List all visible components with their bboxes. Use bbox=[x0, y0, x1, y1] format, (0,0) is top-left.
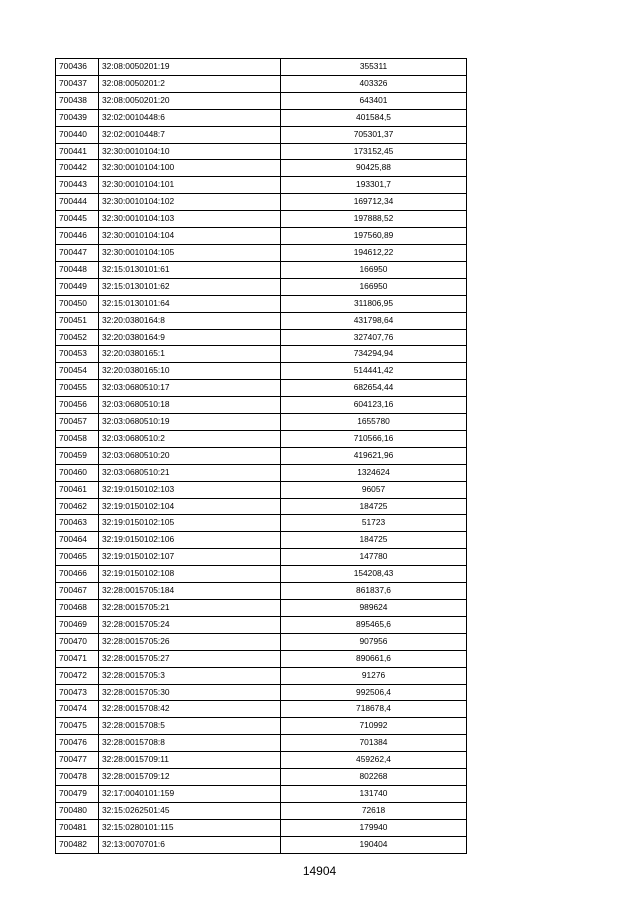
row-id-cell: 700477 bbox=[56, 752, 99, 769]
row-id-cell: 700460 bbox=[56, 464, 99, 481]
row-id-cell: 700475 bbox=[56, 718, 99, 735]
cadastral-number-cell: 32:28:0015705:184 bbox=[99, 583, 281, 600]
cadastral-number-cell: 32:13:0070701:6 bbox=[99, 836, 281, 853]
row-id-cell: 700443 bbox=[56, 177, 99, 194]
cadastral-value-cell: 992506,4 bbox=[281, 684, 467, 701]
table-row bbox=[56, 211, 467, 228]
row-id-cell: 700445 bbox=[56, 211, 99, 228]
cadastral-number-cell: 32:03:0680510:2 bbox=[99, 430, 281, 447]
row-id-cell: 700468 bbox=[56, 600, 99, 617]
table-row bbox=[56, 244, 467, 261]
cadastral-value-cell: 184725 bbox=[281, 532, 467, 549]
cadastral-value-cell: 1324624 bbox=[281, 464, 467, 481]
row-id-cell: 700453 bbox=[56, 346, 99, 363]
cadastral-value-cell: 179940 bbox=[281, 819, 467, 836]
cadastral-number-cell: 32:28:0015705:24 bbox=[99, 616, 281, 633]
table-row bbox=[56, 414, 467, 431]
cadastral-value-table bbox=[55, 58, 467, 854]
cadastral-value-cell: 802268 bbox=[281, 769, 467, 786]
cadastral-value-cell: 194612,22 bbox=[281, 244, 467, 261]
cadastral-number-cell: 32:30:0010104:100 bbox=[99, 160, 281, 177]
row-id-cell: 700472 bbox=[56, 667, 99, 684]
row-id-cell: 700440 bbox=[56, 126, 99, 143]
cadastral-number-cell: 32:03:0680510:17 bbox=[99, 380, 281, 397]
cadastral-value-cell: 173152,45 bbox=[281, 143, 467, 160]
table-row bbox=[56, 464, 467, 481]
cadastral-number-cell: 32:30:0010104:104 bbox=[99, 228, 281, 245]
cadastral-number-cell: 32:28:0015705:26 bbox=[99, 633, 281, 650]
cadastral-value-cell: 72618 bbox=[281, 802, 467, 819]
cadastral-value-cell: 166950 bbox=[281, 261, 467, 278]
cadastral-value-cell: 459262,4 bbox=[281, 752, 467, 769]
cadastral-value-cell: 718678,4 bbox=[281, 701, 467, 718]
cadastral-number-cell: 32:30:0010104:105 bbox=[99, 244, 281, 261]
row-id-cell: 700480 bbox=[56, 802, 99, 819]
row-id-cell: 700447 bbox=[56, 244, 99, 261]
row-id-cell: 700473 bbox=[56, 684, 99, 701]
row-id-cell: 700462 bbox=[56, 498, 99, 515]
cadastral-value-cell: 401584,5 bbox=[281, 109, 467, 126]
cadastral-number-cell: 32:02:0010448:6 bbox=[99, 109, 281, 126]
cadastral-value-cell: 861837,6 bbox=[281, 583, 467, 600]
table-row bbox=[56, 769, 467, 786]
row-id-cell: 700471 bbox=[56, 650, 99, 667]
row-id-cell: 700467 bbox=[56, 583, 99, 600]
cadastral-number-cell: 32:20:0380165:10 bbox=[99, 363, 281, 380]
table-row bbox=[56, 380, 467, 397]
cadastral-value-cell: 90425,88 bbox=[281, 160, 467, 177]
row-id-cell: 700446 bbox=[56, 228, 99, 245]
table-row bbox=[56, 498, 467, 515]
cadastral-number-cell: 32:28:0015705:3 bbox=[99, 667, 281, 684]
cadastral-number-cell: 32:15:0130101:61 bbox=[99, 261, 281, 278]
cadastral-number-cell: 32:28:0015709:12 bbox=[99, 769, 281, 786]
cadastral-value-cell: 355311 bbox=[281, 59, 467, 76]
cadastral-number-cell: 32:19:0150102:108 bbox=[99, 566, 281, 583]
table-row bbox=[56, 126, 467, 143]
table-row bbox=[56, 194, 467, 211]
cadastral-number-cell: 32:15:0280101:115 bbox=[99, 819, 281, 836]
cadastral-number-cell: 32:03:0680510:18 bbox=[99, 397, 281, 414]
table-row bbox=[56, 616, 467, 633]
row-id-cell: 700438 bbox=[56, 92, 99, 109]
row-id-cell: 700451 bbox=[56, 312, 99, 329]
cadastral-value-cell: 154208,43 bbox=[281, 566, 467, 583]
cadastral-value-cell: 890661,6 bbox=[281, 650, 467, 667]
table-row bbox=[56, 143, 467, 160]
cadastral-number-cell: 32:28:0015708:42 bbox=[99, 701, 281, 718]
cadastral-value-cell: 1655780 bbox=[281, 414, 467, 431]
table-row bbox=[56, 346, 467, 363]
row-id-cell: 700470 bbox=[56, 633, 99, 650]
cadastral-value-cell: 705301,37 bbox=[281, 126, 467, 143]
cadastral-value-cell: 197560,89 bbox=[281, 228, 467, 245]
table-row bbox=[56, 278, 467, 295]
table-row bbox=[56, 718, 467, 735]
cadastral-value-cell: 166950 bbox=[281, 278, 467, 295]
cadastral-number-cell: 32:19:0150102:105 bbox=[99, 515, 281, 532]
table-row bbox=[56, 549, 467, 566]
cadastral-number-cell: 32:02:0010448:7 bbox=[99, 126, 281, 143]
cadastral-number-cell: 32:03:0680510:19 bbox=[99, 414, 281, 431]
table-row bbox=[56, 481, 467, 498]
cadastral-value-cell: 682654,44 bbox=[281, 380, 467, 397]
row-id-cell: 700463 bbox=[56, 515, 99, 532]
row-id-cell: 700452 bbox=[56, 329, 99, 346]
cadastral-number-cell: 32:03:0680510:21 bbox=[99, 464, 281, 481]
cadastral-number-cell: 32:28:0015705:21 bbox=[99, 600, 281, 617]
cadastral-number-cell: 32:19:0150102:107 bbox=[99, 549, 281, 566]
cadastral-number-cell: 32:19:0150102:106 bbox=[99, 532, 281, 549]
cadastral-value-cell: 514441,42 bbox=[281, 363, 467, 380]
row-id-cell: 700469 bbox=[56, 616, 99, 633]
table-row bbox=[56, 785, 467, 802]
row-id-cell: 700478 bbox=[56, 769, 99, 786]
cadastral-number-cell: 32:15:0262501:45 bbox=[99, 802, 281, 819]
row-id-cell: 700436 bbox=[56, 59, 99, 76]
table-row bbox=[56, 329, 467, 346]
cadastral-value-cell: 734294,94 bbox=[281, 346, 467, 363]
table-row bbox=[56, 228, 467, 245]
cadastral-value-cell: 197888,52 bbox=[281, 211, 467, 228]
cadastral-value-cell: 895465,6 bbox=[281, 616, 467, 633]
row-id-cell: 700449 bbox=[56, 278, 99, 295]
cadastral-value-cell: 907956 bbox=[281, 633, 467, 650]
table-row bbox=[56, 447, 467, 464]
cadastral-value-cell: 710992 bbox=[281, 718, 467, 735]
row-id-cell: 700448 bbox=[56, 261, 99, 278]
table-row bbox=[56, 92, 467, 109]
cadastral-value-cell: 311806,95 bbox=[281, 295, 467, 312]
table-row bbox=[56, 295, 467, 312]
table-row bbox=[56, 802, 467, 819]
table-row bbox=[56, 752, 467, 769]
row-id-cell: 700476 bbox=[56, 735, 99, 752]
cadastral-value-cell: 91276 bbox=[281, 667, 467, 684]
table-row bbox=[56, 735, 467, 752]
cadastral-number-cell: 32:20:0380164:9 bbox=[99, 329, 281, 346]
row-id-cell: 700439 bbox=[56, 109, 99, 126]
table-row bbox=[56, 836, 467, 853]
cadastral-number-cell: 32:28:0015705:27 bbox=[99, 650, 281, 667]
row-id-cell: 700456 bbox=[56, 397, 99, 414]
table-row bbox=[56, 177, 467, 194]
cadastral-number-cell: 32:28:0015708:8 bbox=[99, 735, 281, 752]
row-id-cell: 700461 bbox=[56, 481, 99, 498]
table-row bbox=[56, 684, 467, 701]
row-id-cell: 700437 bbox=[56, 75, 99, 92]
cadastral-value-cell: 989624 bbox=[281, 600, 467, 617]
cadastral-value-cell: 147780 bbox=[281, 549, 467, 566]
table-body bbox=[56, 59, 467, 854]
table-row bbox=[56, 583, 467, 600]
table-row bbox=[56, 75, 467, 92]
page-number: 14904 bbox=[302, 864, 337, 878]
row-id-cell: 700441 bbox=[56, 143, 99, 160]
cadastral-value-cell: 51723 bbox=[281, 515, 467, 532]
table-row bbox=[56, 667, 467, 684]
row-id-cell: 700455 bbox=[56, 380, 99, 397]
cadastral-number-cell: 32:15:0130101:64 bbox=[99, 295, 281, 312]
row-id-cell: 700466 bbox=[56, 566, 99, 583]
cadastral-value-cell: 184725 bbox=[281, 498, 467, 515]
cadastral-number-cell: 32:30:0010104:102 bbox=[99, 194, 281, 211]
cadastral-value-cell: 431798,64 bbox=[281, 312, 467, 329]
table-row bbox=[56, 397, 467, 414]
cadastral-value-cell: 131740 bbox=[281, 785, 467, 802]
cadastral-value-cell: 403326 bbox=[281, 75, 467, 92]
table-row bbox=[56, 261, 467, 278]
cadastral-number-cell: 32:20:0380164:8 bbox=[99, 312, 281, 329]
cadastral-number-cell: 32:30:0010104:103 bbox=[99, 211, 281, 228]
table-row bbox=[56, 701, 467, 718]
cadastral-number-cell: 32:28:0015709:11 bbox=[99, 752, 281, 769]
cadastral-number-cell: 32:03:0680510:20 bbox=[99, 447, 281, 464]
cadastral-value-cell: 169712,34 bbox=[281, 194, 467, 211]
cadastral-number-cell: 32:30:0010104:10 bbox=[99, 143, 281, 160]
cadastral-value-cell: 327407,76 bbox=[281, 329, 467, 346]
row-id-cell: 700479 bbox=[56, 785, 99, 802]
row-id-cell: 700444 bbox=[56, 194, 99, 211]
cadastral-number-cell: 32:08:0050201:19 bbox=[99, 59, 281, 76]
cadastral-number-cell: 32:19:0150102:103 bbox=[99, 481, 281, 498]
row-id-cell: 700459 bbox=[56, 447, 99, 464]
table-row bbox=[56, 650, 467, 667]
row-id-cell: 700457 bbox=[56, 414, 99, 431]
cadastral-value-cell: 96057 bbox=[281, 481, 467, 498]
row-id-cell: 700481 bbox=[56, 819, 99, 836]
cadastral-value-cell: 193301,7 bbox=[281, 177, 467, 194]
cadastral-number-cell: 32:15:0130101:62 bbox=[99, 278, 281, 295]
cadastral-number-cell: 32:08:0050201:20 bbox=[99, 92, 281, 109]
row-id-cell: 700458 bbox=[56, 430, 99, 447]
cadastral-number-cell: 32:17:0040101:159 bbox=[99, 785, 281, 802]
cadastral-number-cell: 32:20:0380165:1 bbox=[99, 346, 281, 363]
cadastral-number-cell: 32:30:0010104:101 bbox=[99, 177, 281, 194]
table-row bbox=[56, 819, 467, 836]
cadastral-number-cell: 32:28:0015705:30 bbox=[99, 684, 281, 701]
row-id-cell: 700454 bbox=[56, 363, 99, 380]
cadastral-value-cell: 710566,16 bbox=[281, 430, 467, 447]
table-row bbox=[56, 566, 467, 583]
table-row bbox=[56, 633, 467, 650]
cadastral-number-cell: 32:19:0150102:104 bbox=[99, 498, 281, 515]
cadastral-value-cell: 701384 bbox=[281, 735, 467, 752]
table-row bbox=[56, 430, 467, 447]
cadastral-number-cell: 32:08:0050201:2 bbox=[99, 75, 281, 92]
cadastral-number-cell: 32:28:0015708:5 bbox=[99, 718, 281, 735]
cadastral-value-cell: 604123,16 bbox=[281, 397, 467, 414]
table-row bbox=[56, 363, 467, 380]
table-row bbox=[56, 600, 467, 617]
row-id-cell: 700442 bbox=[56, 160, 99, 177]
row-id-cell: 700474 bbox=[56, 701, 99, 718]
table-row bbox=[56, 59, 467, 76]
cadastral-value-cell: 190404 bbox=[281, 836, 467, 853]
table-row bbox=[56, 160, 467, 177]
row-id-cell: 700465 bbox=[56, 549, 99, 566]
row-id-cell: 700450 bbox=[56, 295, 99, 312]
cadastral-value-cell: 643401 bbox=[281, 92, 467, 109]
row-id-cell: 700482 bbox=[56, 836, 99, 853]
table-row bbox=[56, 312, 467, 329]
cadastral-value-cell: 419621,96 bbox=[281, 447, 467, 464]
table-row bbox=[56, 109, 467, 126]
row-id-cell: 700464 bbox=[56, 532, 99, 549]
table-row bbox=[56, 532, 467, 549]
table-row bbox=[56, 515, 467, 532]
